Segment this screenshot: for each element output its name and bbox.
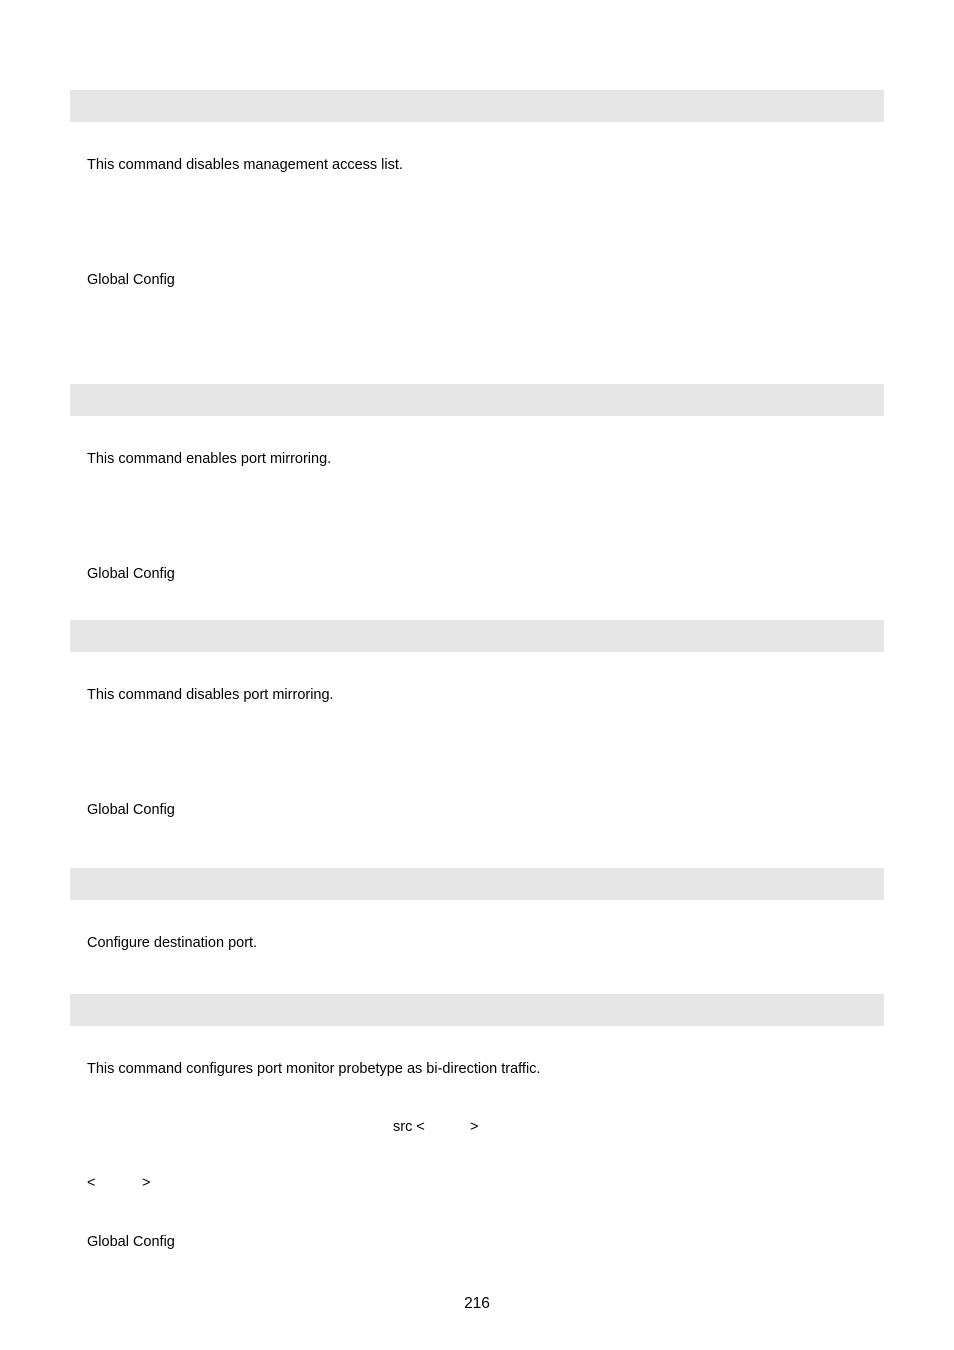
- section-header-bar-4: [70, 868, 884, 900]
- section-header-bar-5: [70, 994, 884, 1026]
- section-mode-3: Global Config: [87, 802, 175, 818]
- param-open-bracket: <: [87, 1175, 96, 1191]
- section-header-bar-1: [70, 90, 884, 122]
- section-description-1: This command disables management access list.: [87, 157, 403, 173]
- param-close-bracket: >: [142, 1175, 151, 1191]
- section-mode-2: Global Config: [87, 566, 175, 582]
- section-mode-1: Global Config: [87, 272, 175, 288]
- page-number: 216: [464, 1295, 490, 1312]
- section-description-3: This command disables port mirroring.: [87, 687, 334, 703]
- syntax-src-suffix: >: [470, 1119, 479, 1135]
- section-mode-5: Global Config: [87, 1234, 175, 1250]
- syntax-src-prefix: src <: [393, 1119, 425, 1135]
- section-description-5: This command configures port monitor probetype as bi-direction traffic.: [87, 1061, 541, 1077]
- section-description-4: Configure destination port.: [87, 935, 258, 951]
- section-description-2: This command enables port mirroring.: [87, 451, 332, 467]
- section-header-bar-2: [70, 384, 884, 416]
- section-header-bar-3: [70, 620, 884, 652]
